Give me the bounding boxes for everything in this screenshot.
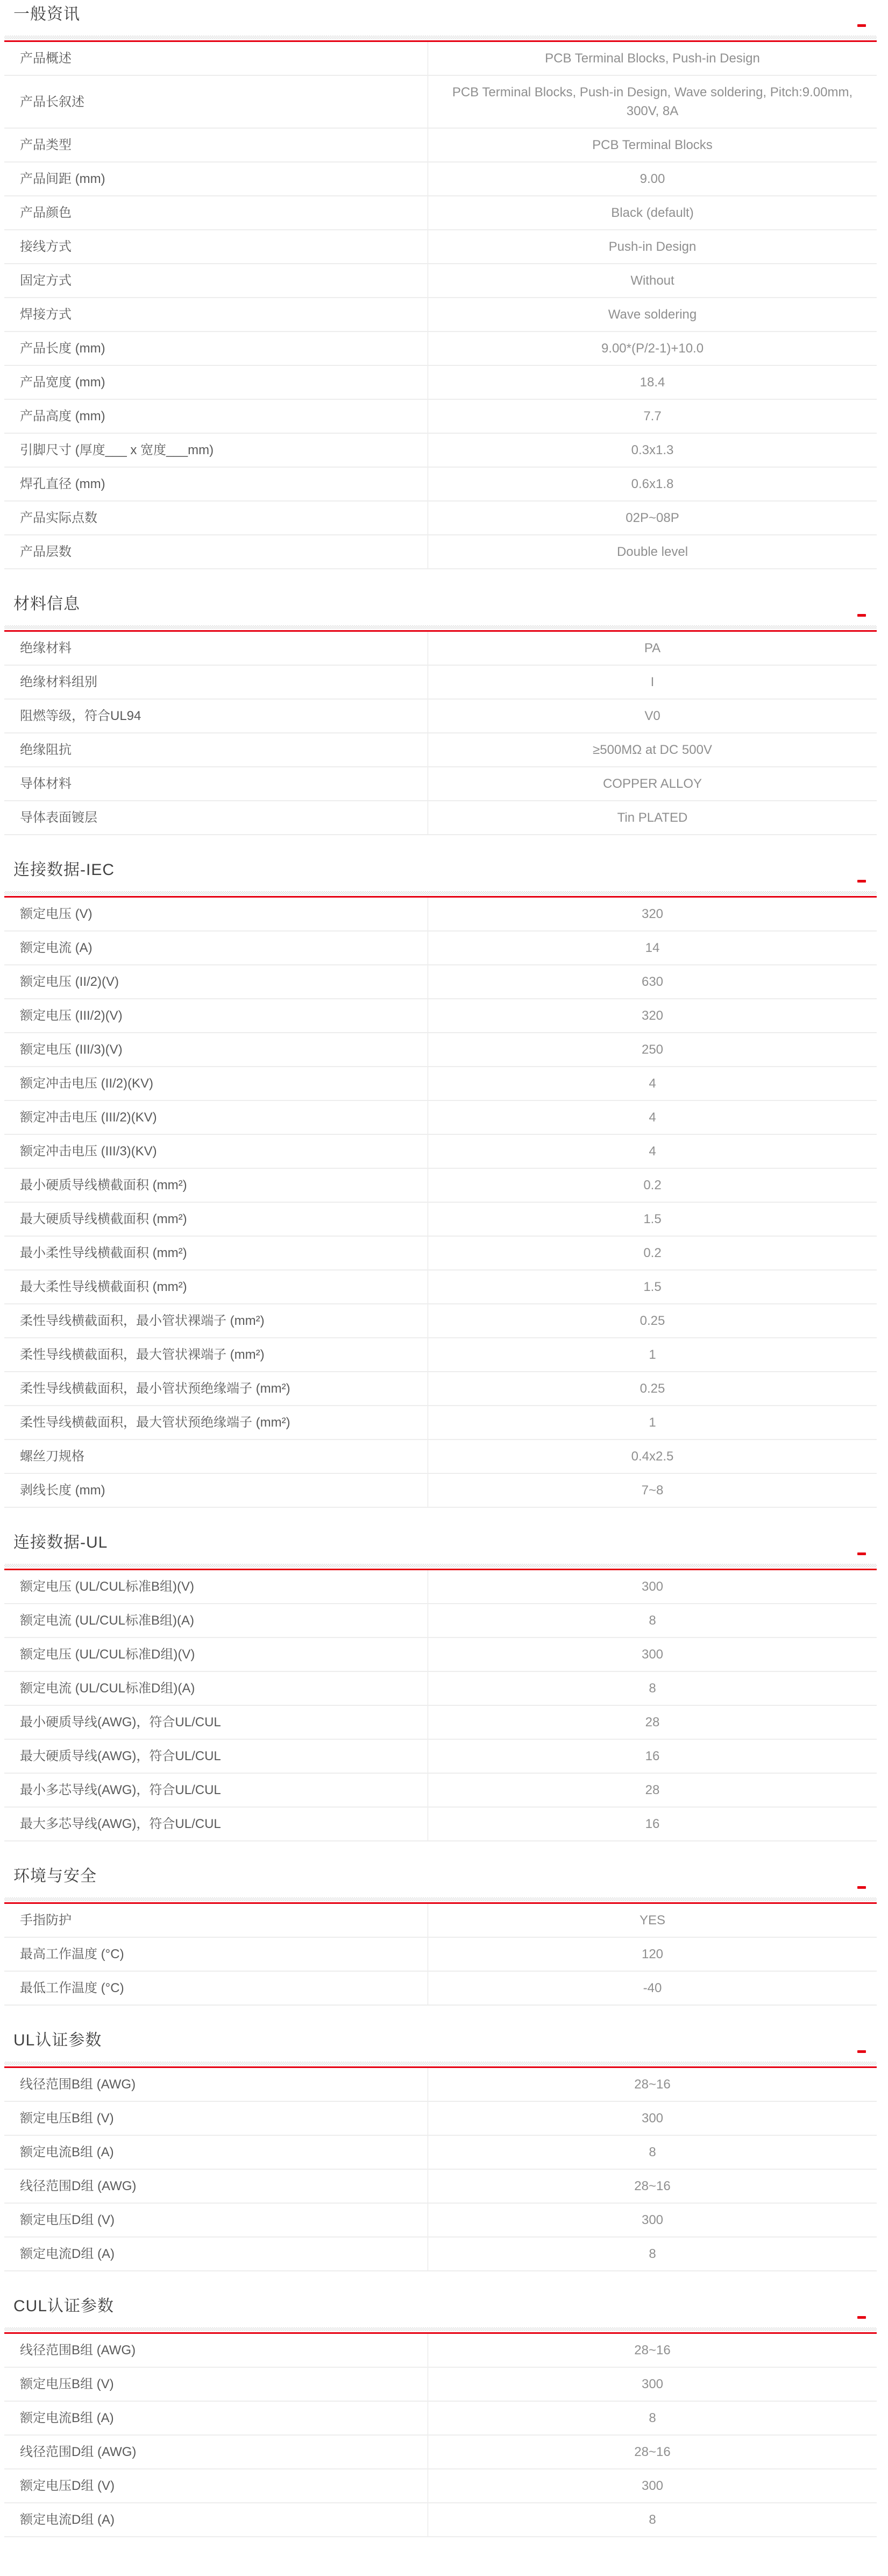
red-accent-line [4,630,877,632]
red-accent-line [4,1569,877,1570]
spec-row [4,1135,877,1169]
spec-label: 额定电压 (UL/CUL标准B组)(V) [4,1570,428,1603]
red-accent-line [4,2332,877,2334]
spec-value: Tin PLATED [617,810,688,825]
spec-label: 额定电流D组 (A) [4,2503,428,2536]
spec-table [4,42,877,569]
spec-label: 最大柔性导线横截面积 (mm²) [4,1271,428,1303]
spec-value: PCB Terminal Blocks, Push-in Design [545,51,760,66]
spec-value: V0 [644,709,660,723]
spec-label: 额定冲击电压 (III/3)(KV) [4,1135,428,1168]
spec-value: 16 [645,1749,660,1763]
spec-value: 250 [641,1042,664,1057]
spec-value: 8 [649,1613,656,1628]
spec-label: 柔性导线横截面积，最大管状裸端子 (mm²) [4,1338,428,1371]
spec-row [4,298,877,332]
spec-row [4,2436,877,2469]
spec-row [4,1638,877,1672]
hatch-texture-strip [4,36,877,39]
spec-row [4,1033,877,1067]
section-rule [4,891,877,898]
spec-row [4,1169,877,1203]
spec-value: 630 [641,975,664,989]
spec-row [4,733,877,767]
spec-row [4,1706,877,1740]
spec-label: 额定电压 (III/2)(V) [4,999,428,1032]
spec-table [4,2334,877,2537]
spec-value: 28~16 [634,2179,671,2193]
spec-row [4,332,877,366]
collapse-minus-icon[interactable] [857,2050,866,2053]
spec-label: 焊接方式 [4,298,428,331]
spec-label: 产品高度 (mm) [4,400,428,433]
red-accent-line [4,896,877,898]
spec-value: 300 [641,2111,664,2126]
spec-value: 0.6x1.8 [631,477,674,491]
section-rule [4,625,877,632]
spec-section [4,0,877,569]
spec-section [4,2006,877,2271]
collapse-minus-icon[interactable] [857,1552,866,1555]
spec-row [4,42,877,76]
spec-label: 额定电压 (II/2)(V) [4,965,428,998]
spec-value: 320 [641,1008,664,1023]
spec-label: 绝缘阻抗 [4,733,428,766]
spec-row [4,1271,877,1304]
spec-label: 最小硬质导线横截面积 (mm²) [4,1169,428,1202]
spec-row [4,230,877,264]
spec-section [4,569,877,835]
spec-label: 最小多芯导线(AWG)，符合UL/CUL [4,1774,428,1806]
spec-row [4,1101,877,1135]
spec-row [4,2102,877,2136]
spec-row [4,1938,877,1972]
spec-label: 最大多芯导线(AWG)，符合UL/CUL [4,1808,428,1840]
spec-value: 28~16 [634,2445,671,2459]
spec-row [4,1774,877,1808]
spec-table [4,1904,877,2006]
spec-row [4,1067,877,1101]
spec-value: 8 [649,2411,656,2425]
spec-value: PA [644,641,661,655]
spec-label: 绝缘材料 [4,632,428,665]
spec-row [4,1304,877,1338]
collapse-minus-icon[interactable] [857,880,866,883]
section-title: 连接数据-IEC [13,861,115,879]
spec-label: 线径范围B组 (AWG) [4,2068,428,2101]
spec-value: 0.3x1.3 [631,443,674,457]
hatch-texture-strip [4,2327,877,2331]
spec-value: ≥500MΩ at DC 500V [593,743,712,757]
spec-label: 阻燃等级，符合UL94 [4,700,428,732]
section-title: CUL认证参数 [13,2297,115,2315]
spec-row [4,1672,877,1706]
spec-value: 28~16 [634,2077,671,2092]
spec-label: 产品长度 (mm) [4,332,428,365]
spec-label: 线径范围D组 (AWG) [4,2436,428,2468]
spec-value: 120 [641,1947,664,1961]
spec-label: 最低工作温度 (°C) [4,1972,428,2005]
spec-value: 7.7 [643,409,662,424]
spec-value: -40 [643,1981,662,1995]
spec-row [4,400,877,434]
section-rule [4,36,877,42]
spec-label: 额定电压 (III/3)(V) [4,1033,428,1066]
spec-row [4,1203,877,1237]
spec-value: 28 [645,1715,660,1730]
spec-row [4,965,877,999]
spec-table [4,898,877,1508]
spec-label: 产品概述 [4,42,428,75]
spec-row [4,264,877,298]
spec-label: 额定电流B组 (A) [4,2136,428,2169]
spec-row [4,1406,877,1440]
spec-value: 1 [649,1347,656,1362]
hatch-texture-strip [4,891,877,895]
spec-label: 导体表面镀层 [4,801,428,834]
spec-row [4,2068,877,2102]
spec-row [4,1972,877,2006]
collapse-minus-icon[interactable] [857,2316,866,2319]
spec-value: 7~8 [641,1483,664,1498]
spec-row [4,2503,877,2537]
section-title: 一般资讯 [13,5,80,23]
spec-value: 28 [645,1783,660,1797]
spec-value: 28~16 [634,2343,671,2358]
spec-row [4,2136,877,2170]
spec-label: 手指防护 [4,1904,428,1937]
spec-value: PCB Terminal Blocks [592,138,713,152]
spec-value: I [650,675,655,689]
spec-row [4,1740,877,1774]
spec-label: 额定电压B组 (V) [4,2102,428,2135]
spec-label: 产品层数 [4,535,428,568]
spec-value: PCB Terminal Blocks, Push-in Design, Wave soldering, Pitch:9.00mm, 300V, 8A [452,85,853,118]
spec-row [4,468,877,502]
spec-label: 额定电压B组 (V) [4,2368,428,2401]
spec-label: 最小硬质导线(AWG)，符合UL/CUL [4,1706,428,1739]
spec-value: 320 [641,907,664,921]
spec-label: 额定电压 (UL/CUL标准D组)(V) [4,1638,428,1671]
spec-label: 螺丝刀规格 [4,1440,428,1473]
spec-label: 柔性导线横截面积，最大管状预绝缘端子 (mm²) [4,1406,428,1439]
spec-row [4,1237,877,1271]
spec-value: 8 [649,2247,656,2261]
spec-value: 0.2 [643,1178,662,1192]
spec-value: 300 [641,1647,664,1662]
spec-value: 4 [649,1110,656,1125]
spec-label: 剥线长度 (mm) [4,1474,428,1507]
collapse-minus-icon[interactable] [857,24,866,27]
spec-value: 300 [641,2479,664,2493]
spec-table [4,1570,877,1841]
spec-label: 接线方式 [4,230,428,263]
spec-row [4,502,877,535]
spec-row [4,1570,877,1604]
spec-label: 产品宽度 (mm) [4,366,428,399]
collapse-minus-icon[interactable] [857,614,866,617]
section-title: 连接数据-UL [13,1534,108,1551]
spec-label: 最高工作温度 (°C) [4,1938,428,1971]
spec-row [4,434,877,468]
spec-label: 柔性导线横截面积，最小管状预绝缘端子 (mm²) [4,1372,428,1405]
spec-value: YES [639,1913,666,1928]
spec-value: Wave soldering [608,307,697,322]
spec-value: 0.25 [640,1314,665,1328]
spec-label: 产品长叙述 [4,76,428,128]
spec-row [4,129,877,163]
spec-value: 300 [641,1579,664,1594]
spec-label: 线径范围B组 (AWG) [4,2334,428,2367]
section-title: UL认证参数 [13,2031,102,2049]
spec-value: Double level [616,545,688,559]
spec-label: 导体材料 [4,767,428,800]
spec-value: 1.5 [643,1212,662,1226]
spec-row [4,898,877,931]
spec-label: 最小柔性导线横截面积 (mm²) [4,1237,428,1269]
spec-row [4,2469,877,2503]
spec-label: 额定电压 (V) [4,898,428,930]
spec-value: 300 [641,2377,664,2391]
spec-label: 线径范围D组 (AWG) [4,2170,428,2203]
spec-row [4,2170,877,2204]
spec-row [4,535,877,569]
section-title: 材料信息 [13,595,80,613]
spec-value: 9.00*(P/2-1)+10.0 [601,341,704,356]
spec-row [4,2368,877,2402]
spec-label: 最大硬质导线横截面积 (mm²) [4,1203,428,1236]
red-accent-line [4,40,877,42]
spec-value: Push-in Design [608,239,697,254]
red-accent-line [4,1902,877,1904]
spec-label: 绝缘材料组别 [4,666,428,698]
hatch-texture-strip [4,1897,877,1901]
section-rule [4,2062,877,2068]
spec-label: 柔性导线横截面积，最小管状裸端子 (mm²) [4,1304,428,1337]
spec-value: COPPER ALLOY [602,777,702,791]
section-rule [4,1897,877,1904]
spec-value: 0.4x2.5 [631,1449,674,1464]
spec-label: 额定电流 (UL/CUL标准D组)(A) [4,1672,428,1705]
spec-value: Black (default) [611,206,694,220]
spec-label: 额定电压D组 (V) [4,2204,428,2236]
collapse-minus-icon[interactable] [857,1886,866,1889]
spec-row [4,2402,877,2436]
section-title: 环境与安全 [13,1867,97,1885]
spec-label: 最大硬质导线(AWG)，符合UL/CUL [4,1740,428,1773]
spec-value: 9.00 [640,172,665,186]
spec-row [4,1808,877,1841]
spec-row [4,700,877,733]
hatch-texture-strip [4,625,877,629]
spec-row [4,632,877,666]
spec-value: 8 [649,1681,656,1696]
spec-section [4,1508,877,1841]
section-rule [4,2327,877,2334]
spec-label: 固定方式 [4,264,428,297]
spec-value: 0.25 [640,1381,665,1396]
hatch-texture-strip [4,2062,877,2065]
spec-section [4,835,877,1508]
spec-value: 8 [649,2513,656,2527]
spec-label: 产品颜色 [4,196,428,229]
spec-label: 额定冲击电压 (III/2)(KV) [4,1101,428,1134]
spec-row [4,1604,877,1638]
spec-label: 额定电流 (UL/CUL标准B组)(A) [4,1604,428,1637]
spec-value: 02P~08P [626,511,679,525]
spec-row [4,666,877,700]
spec-value: 0.2 [643,1246,662,1260]
spec-label: 产品实际点数 [4,502,428,534]
spec-row [4,1372,877,1406]
spec-label: 额定冲击电压 (II/2)(KV) [4,1067,428,1100]
spec-value: 4 [649,1144,656,1159]
spec-value: 14 [645,941,660,955]
spec-row [4,931,877,965]
spec-value: 1 [649,1415,656,1430]
spec-row [4,767,877,801]
spec-label: 焊孔直径 (mm) [4,468,428,500]
red-accent-line [4,2066,877,2068]
spec-value: 16 [645,1817,660,1831]
section-rule [4,1564,877,1570]
spec-value: 1.5 [643,1280,662,1294]
spec-value: 300 [641,2213,664,2227]
spec-row [4,1904,877,1938]
spec-table [4,632,877,835]
spec-label: 产品间距 (mm) [4,163,428,195]
spec-section [4,1841,877,2006]
spec-table [4,2068,877,2271]
spec-row [4,163,877,196]
spec-row [4,1338,877,1372]
spec-label: 引脚尺寸 (厚度___ x 宽度___mm) [4,434,428,467]
spec-row [4,196,877,230]
spec-label: 额定电流 (A) [4,931,428,964]
spec-row [4,2238,877,2271]
spec-row [4,1440,877,1474]
spec-label: 额定电流D组 (A) [4,2238,428,2270]
spec-value: 8 [649,2145,656,2159]
spec-label: 额定电流B组 (A) [4,2402,428,2434]
spec-value: Without [630,273,674,288]
spec-row [4,999,877,1033]
spec-row [4,366,877,400]
spec-section [4,2271,877,2537]
hatch-texture-strip [4,1564,877,1568]
spec-value: 4 [649,1076,656,1091]
spec-row [4,76,877,129]
spec-label: 产品类型 [4,129,428,161]
spec-row [4,1474,877,1508]
spec-row [4,2204,877,2238]
spec-row [4,2334,877,2368]
spec-label: 额定电压D组 (V) [4,2469,428,2502]
spec-value: 18.4 [640,375,665,390]
spec-row [4,801,877,835]
